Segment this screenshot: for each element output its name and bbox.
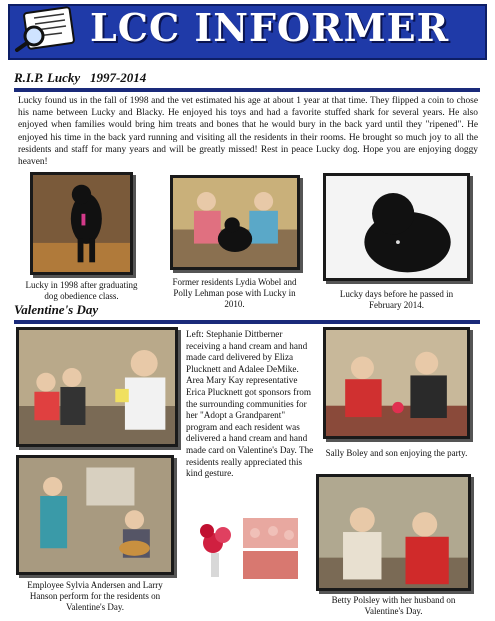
caption-sally-and-son: Sally Boley and son enjoying the party.	[325, 448, 468, 458]
section-rule	[14, 320, 480, 324]
photo-betty-and-husband	[316, 474, 471, 591]
section-rule	[14, 88, 480, 92]
caption-musicians: Employee Sylvia Andersen and Larry Hanson perform for the residents on Valentine's Day.	[27, 580, 163, 612]
caption-lucky-1998: Lucky in 1998 after graduating dog obedience class.	[25, 280, 138, 301]
photo-lucky-1998	[30, 172, 133, 275]
photo-lucky-with-residents	[170, 175, 300, 270]
photo-valentine-treats	[193, 513, 303, 583]
photo-hand-cream-delivery	[16, 327, 178, 447]
caption-lucky-2014: Lucky days before he passed in February 2014.	[339, 289, 454, 310]
rip-heading: R.I.P. Lucky 1997-2014	[14, 70, 147, 85]
photo-lucky-2014	[323, 173, 470, 281]
valentines-article-text: Left: Stephanie Dittberner receiving a hand cream and hand made card delivered by Eliza Plucknett and Adalee DeMike. Area Mary Kay representative Erica Plucknett got sponsors from the surrounding communities for her "Adopt a Grandparent" program and each resident was delivered a hand cream and hand made card on Valentine's Day. The residents really appreciated this kind gesture.	[186, 329, 314, 479]
newsletter-title: LCC INFORMER	[90, 5, 450, 50]
photo-sally-and-son	[323, 327, 470, 439]
magnifier-on-paper-icon	[12, 6, 80, 52]
caption-lucky-with-residents: Former residents Lydia Wobel and Polly Lehman pose with Lucky in 2010.	[172, 277, 297, 309]
caption-betty-and-husband: Betty Polsley with her husband on Valentine's Day.	[331, 595, 456, 616]
rip-article-text: Lucky found us in the fall of 1998 and the vet estimated his age at about 1 year at that time. They flipped a coin to chose his name between Lucky and Blacky. He enjoyed his toys and had a favorite stuffed shark for several years. He also enjoyed when families would bring him treats and bones that he would bury in the back yard until they "ripened". He enjoyed his time in the back yard running and visiting all the residents in their rooms. He brought so much joy to all the residents and staff for many years and will be greatly missed! Rest in peace Lucky dog. Hope you are enjoying doggy heaven!	[18, 96, 478, 168]
photo-musicians	[16, 455, 174, 575]
valentines-heading: Valentine's Day	[14, 302, 99, 317]
